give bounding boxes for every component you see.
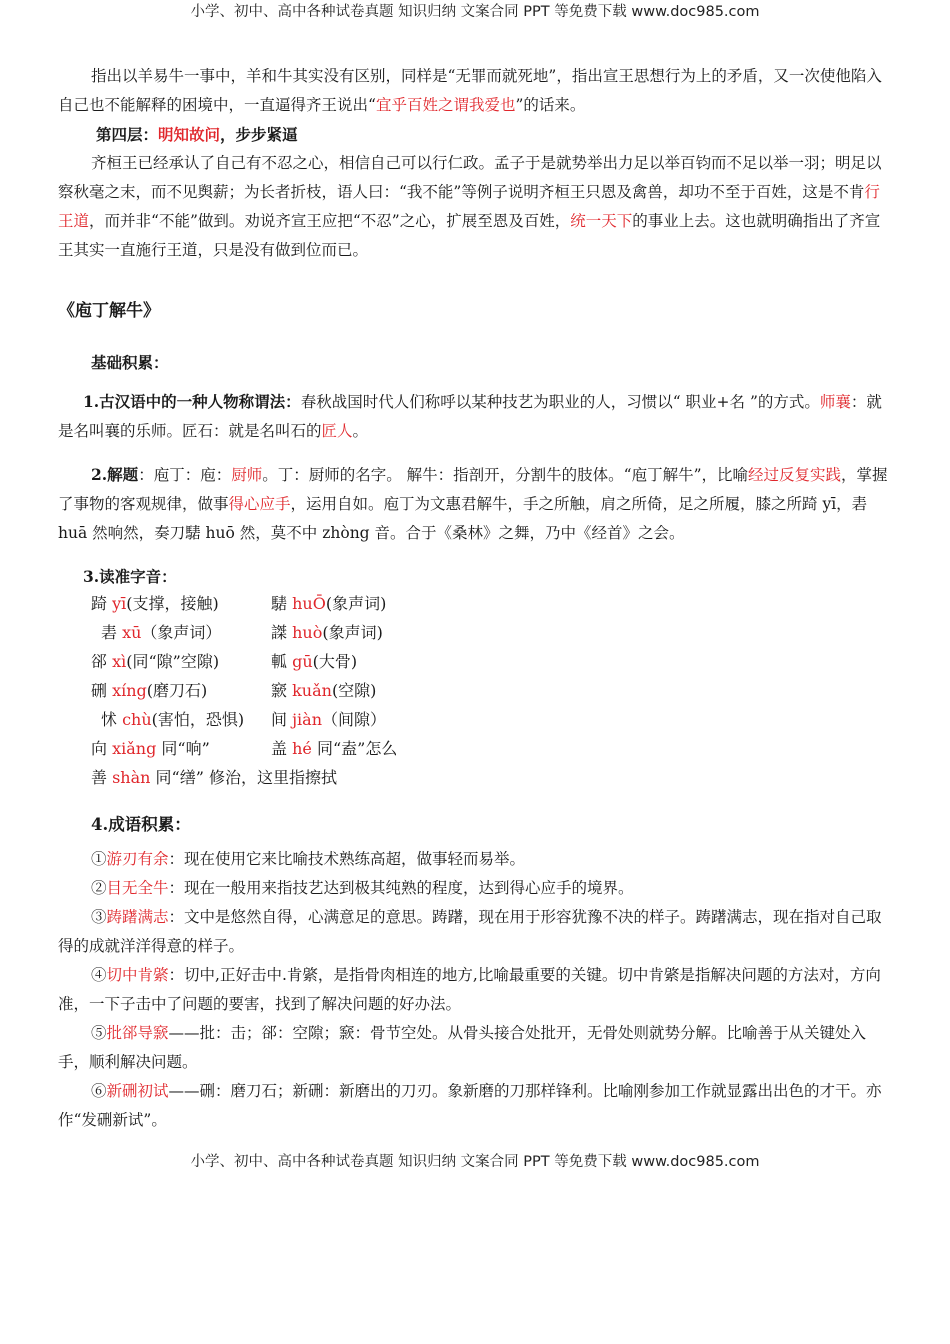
idiom-term: 切中肯綮	[106, 966, 169, 984]
pinyin: xíng	[112, 681, 147, 700]
idiom-item: ④切中肯綮：切中,正好击中.肯綮，是指骨肉相连的地方,比喻最重要的关键。切中肯綮是指解决问题的方法对，方向准，一下子击中了问题的要害，找到了解决问题的好办法。	[58, 966, 881, 1013]
pinyin: xì	[112, 652, 127, 671]
section-4-heading: 4.成语积累：	[91, 815, 191, 834]
pronunciation-entry: 軱 gū(大骨)	[271, 652, 358, 671]
pronunciation-entry: 謋 huò(象声词)	[271, 623, 383, 642]
pronunciation-entry: 砉 xū（象声词）	[101, 623, 222, 642]
pronunciation-entry: 怵 chù(害怕，恐惧)	[101, 710, 245, 729]
article-title: 《庖丁解牛》	[58, 301, 160, 321]
pinyin: yī	[112, 594, 127, 613]
pronunciation-entry: 善 shàn 同“缮” 修治，这里指擦拭	[91, 768, 337, 787]
idiom-term: 踌躇满志	[106, 908, 169, 926]
idiom-term: 批郤导窾	[106, 1024, 169, 1042]
section-1-naming: 1.古汉语中的一种人物称谓法：春秋战国时代人们称呼以某种技艺为职业的人，习惯以“ 职业+名 ”的方式。师襄：就是名叫襄的乐师。匠石：就是名叫石的匠人。	[58, 392, 882, 440]
idiom-item: ②目无全牛：现在一般用来指技艺达到极其纯熟的程度，达到得心应手的境界。	[91, 879, 634, 897]
paragraph-sheep-ox: 指出以羊易牛一事中，羊和牛其实没有区别，同样是“无罪而就死地”，指出宣王思想行为上的矛盾，又一次使他陷入自己也不能解释的困境中，一直逼得齐王说出“宜乎百姓之谓我爱也”的话来。	[58, 67, 882, 114]
pinyin: xū	[122, 623, 142, 642]
pronunciation-list	[58, 591, 890, 794]
basics-heading: 基础积累：	[91, 353, 169, 372]
pronunciation-row	[91, 591, 890, 620]
pinyin: gū	[292, 652, 313, 671]
idiom-item: ③踌躇满志：文中是悠然自得，心满意足的意思。踌躇，现在用于形容犹豫不决的样子。踌躇满志，现在指对自己取得的成就洋洋得意的样子。	[58, 908, 882, 955]
section-2-title-explanation: 2.解题：庖丁：庖：厨师。丁：厨师的名字。 解牛：指剖开，分割牛的肢体。“庖丁解牛”，比喻经过反复实践，掌握了事物的客观规律，做事得心应手，运用自如。庖丁为文惠君解牛，手之所触，肩之所倚，足之所履，膝之所踦 yī，砉 huā 然响然，奏刀騞 huō 然，莫不中 zhòng 音。合于《桑林》之舞，乃中《经首》之会。	[58, 465, 888, 542]
idiom-item: ①游刃有余：现在使用它来比喻技术熟练高超，做事轻而易举。	[91, 850, 526, 868]
pronunciation-entry: 郤 xì(同“隙”空隙)	[91, 652, 220, 671]
pronunciation-row	[91, 678, 890, 707]
pronunciation-entry: 向 xiǎng 同“响”	[91, 739, 210, 758]
layer-four-heading: 第四层：明知故问，步步紧逼	[96, 125, 298, 144]
pronunciation-row	[91, 765, 890, 794]
pronunciation-entry: 騞 huŌ(象声词)	[271, 594, 387, 613]
pronunciation-entry: 间 jiàn（间隙）	[271, 710, 387, 729]
idiom-list	[58, 845, 890, 1135]
pronunciation-entry: 盖 hé 同“盍”怎么	[271, 739, 398, 758]
pronunciation-row	[91, 620, 890, 649]
section-3-heading: 3.读准字音：	[83, 567, 177, 586]
idiom-item: ⑤批郤导窾——批：击；郤：空隙；窾：骨节空处。从骨头接合处批开，无骨处则就势分解。比喻善于从关键处入手，顺利解决问题。	[58, 1024, 867, 1071]
pinyin: chù	[122, 710, 152, 729]
idiom-term: 游刃有余	[106, 850, 169, 868]
pronunciation-row	[91, 649, 890, 678]
pinyin: huò	[292, 623, 323, 642]
quote-highlight: 宜乎百姓之谓我爱也	[375, 96, 516, 114]
pronunciation-entry: 硎 xíng(磨刀石)	[91, 681, 208, 700]
pinyin: hé	[292, 739, 312, 758]
pronunciation-entry: 窾 kuǎn(空隙)	[271, 681, 377, 700]
pinyin: kuǎn	[292, 681, 332, 700]
page-footer: 小学、初中、高中各种试卷真题 知识归纳 文案合同 PPT 等免费下载 www.doc985.com	[190, 1154, 760, 1170]
pinyin: shàn	[112, 768, 151, 787]
pinyin: huŌ	[292, 594, 326, 613]
pinyin: xiǎng	[112, 739, 157, 758]
pronunciation-row	[91, 707, 890, 736]
pronunciation-entry: 踦 yī(支撑，接触)	[91, 594, 219, 613]
pinyin: jiàn	[292, 710, 323, 729]
paragraph-layer-four: 齐桓王已经承认了自己有不忍之心，相信自己可以行仁政。孟子于是就势举出力足以举百钧而不足以举一羽；明足以察秋毫之末，而不见舆薪；为长者折枝，语人曰：“我不能”等例子说明齐桓王只恩及禽兽，却功不至于百姓，这是不肯行王道，而并非“不能”做到。劝说齐宣王应把“不忍”之心，扩展至恩及百姓，统一天下的事业上去。这也就明确指出了齐宣王其实一直施行王道，只是没有做到位而已。	[58, 154, 882, 259]
idiom-term: 目无全牛	[106, 879, 169, 897]
idiom-item: ⑥新硎初试——硎：磨刀石；新硎：新磨出的刀刃。象新磨的刀那样锋利。比喻刚参加工作就显露出出色的才干。亦作“发硎新试”。	[58, 1082, 882, 1129]
idiom-term: 新硎初试	[106, 1082, 169, 1100]
document-body	[58, 62, 890, 1135]
pronunciation-row	[91, 736, 890, 765]
page-header: 小学、初中、高中各种试卷真题 知识归纳 文案合同 PPT 等免费下载 www.doc985.com	[190, 4, 760, 20]
